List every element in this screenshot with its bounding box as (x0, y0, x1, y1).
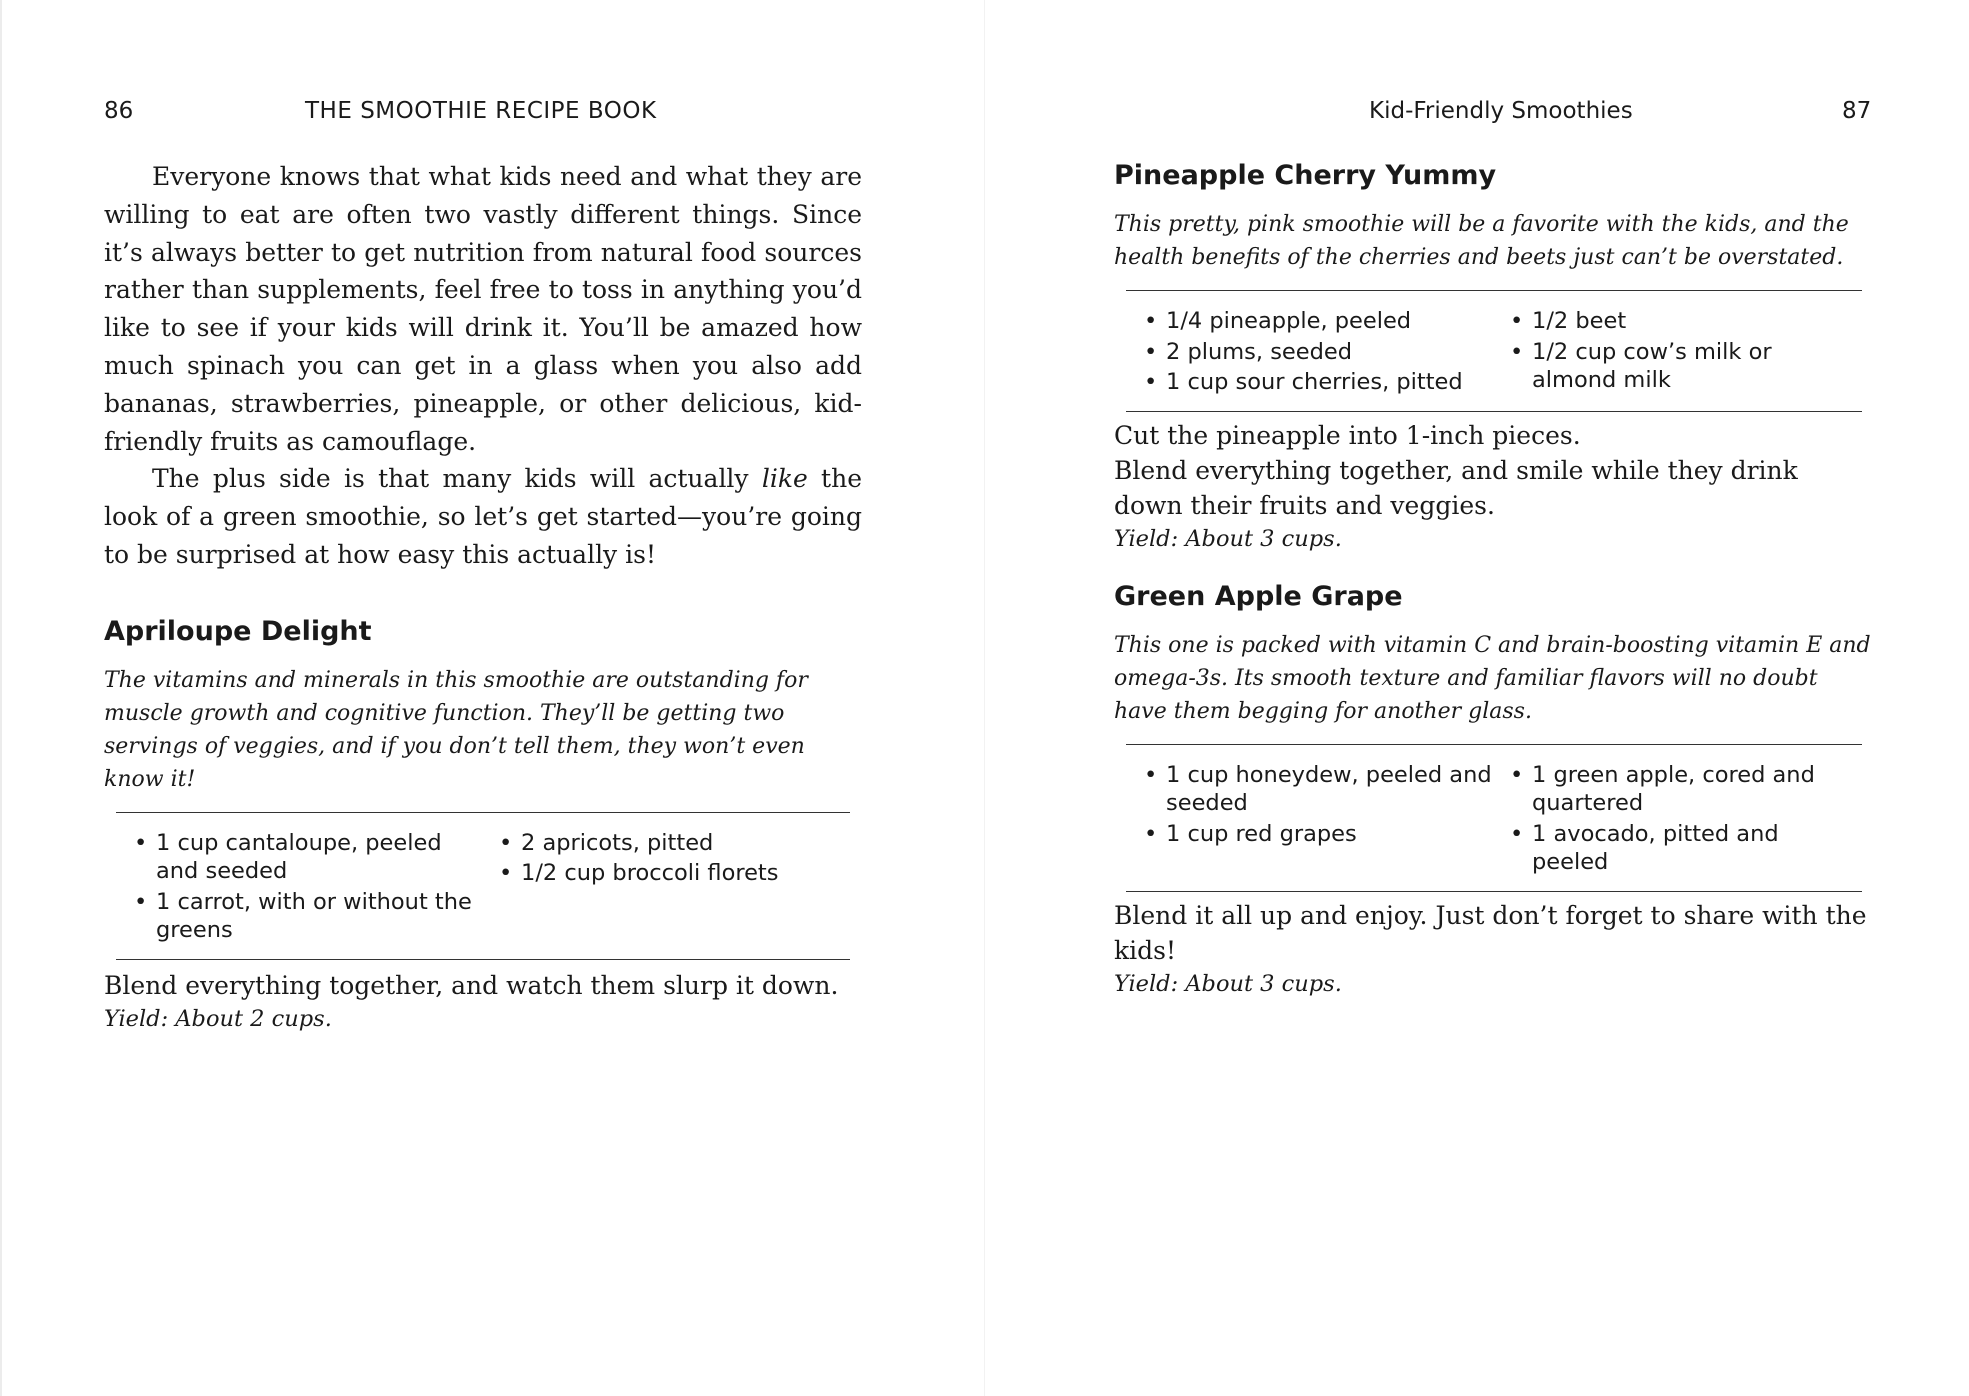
page-number: 86 (104, 98, 134, 124)
recipe-yield: Yield: About 3 cups. (1114, 525, 1342, 552)
ingredient-column (1496, 307, 1862, 399)
ingredient-item: • 1/4 pineapple, peeled (1144, 307, 1496, 336)
ingredient-item: • 1 green apple, cored and quartered (1510, 761, 1862, 818)
intro-paragraph: The plus side is that many kids will actually like the look of a green smoothie, so let’s get started—you’re going to be surprised at how easy this actually is! (104, 464, 863, 569)
page-number: 87 (1842, 98, 1872, 124)
ingredient-item: • 1 carrot, with or without the greens (134, 888, 485, 945)
right-text-block (1114, 158, 1874, 1000)
ingredient-column (1496, 761, 1862, 879)
ingredient-item: • 1 avocado, pitted and peeled (1510, 820, 1862, 877)
recipe-step: Blend everything together, and smile while they drink down their fruits and veggies. (1114, 455, 1798, 520)
ingredient-list (1126, 744, 1862, 892)
right-page (985, 0, 1969, 1396)
ingredient-item: • 2 plums, seeded (1144, 338, 1496, 367)
ingredient-column (1126, 307, 1496, 399)
ingredient-item: • 1 cup red grapes (1144, 820, 1496, 849)
recipe-step: Blend it all up and enjoy. Just don’t forget to share with the kids! (1114, 900, 1867, 965)
ingredient-item: • 2 apricots, pitted (499, 829, 850, 858)
recipe-yield: Yield: About 3 cups. (1114, 970, 1342, 997)
recipe-description: This pretty, pink smoothie will be a favorite with the kids, and the health benefits of the cherries and beets just can’t be overstated. (1114, 212, 1849, 270)
left-text-block (104, 158, 862, 1035)
intro-paragraph: Everyone knows that what kids need and what they are willing to eat are often two vastly different things. Since it’s always better to get nutrition from natural food sources rather than supplements, feel free to toss in anything you’d like to see if your kids will drink it. You’ll be amazed how much spinach you can get in a glass when you also add bananas, strawberries, pineapple, or other delicious, kid-friendly fruits as camouflage. (104, 162, 862, 456)
recipe-yield: Yield: About 2 cups. (104, 1005, 332, 1032)
recipe-description: This one is packed with vitamin C and brain-boosting vitamin E and omega-3s. Its smooth texture and familiar flavors will no doubt have them begging for another glass. (1114, 632, 1871, 724)
recipe-title: Pineapple Cherry Yummy (1114, 160, 1497, 191)
ingredient-column (485, 829, 850, 947)
ingredient-item: • 1/2 cup broccoli florets (499, 859, 850, 888)
ingredient-item: • 1/2 beet (1510, 307, 1862, 336)
ingredient-item: • 1 cup honeydew, peeled and seeded (1144, 761, 1496, 818)
emphasis-word: like (761, 464, 808, 494)
running-head-chapter: Kid-Friendly Smoothies (1369, 98, 1633, 124)
recipe-step: Cut the pineapple into 1-inch pieces. (1114, 420, 1581, 450)
ingredient-column (116, 829, 485, 947)
ingredient-column (1126, 761, 1496, 879)
ingredient-list (116, 812, 850, 960)
ingredient-item: • 1 cup sour cherries, pitted (1144, 368, 1496, 397)
running-head-book-title: THE SMOOTHIE RECIPE BOOK (305, 98, 657, 124)
recipe-title: Apriloupe Delight (104, 615, 372, 647)
ingredient-list (1126, 290, 1862, 412)
recipe-title: Green Apple Grape (1114, 580, 1403, 612)
ingredient-item: • 1/2 cup cow’s milk or almond milk (1510, 338, 1862, 395)
recipe-description: The vitamins and minerals in this smoothie are outstanding for muscle growth and cognitive function. They’ll be getting two servings of veggies, and if you don’t tell them, they won’t even know it! (104, 667, 808, 792)
left-page (0, 0, 984, 1396)
recipe-step: Blend everything together, and watch them slurp it down. (104, 970, 839, 1000)
ingredient-item: • 1 cup cantaloupe, peeled and seeded (134, 829, 485, 886)
